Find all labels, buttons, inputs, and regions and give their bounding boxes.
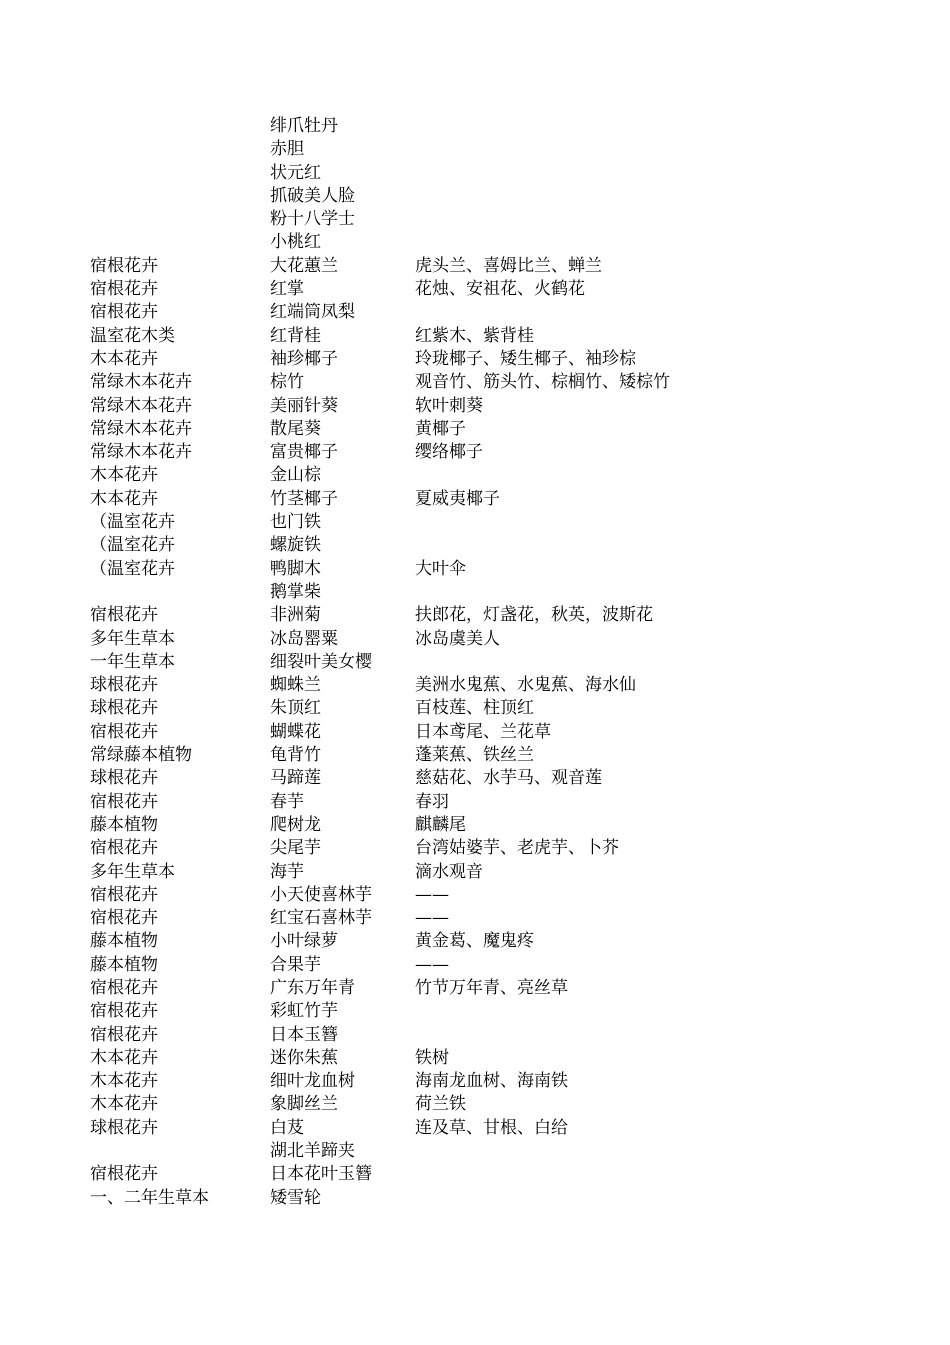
- category-cell: 木本花卉: [90, 1047, 158, 1068]
- table-row: [0, 138, 950, 161]
- table-row: [0, 604, 950, 627]
- table-row: [0, 208, 950, 231]
- category-cell: 一、二年生草本: [90, 1187, 209, 1208]
- plant-name-cell: 抓破美人脸: [270, 185, 355, 206]
- table-row: [0, 791, 950, 814]
- alias-cell: 台湾姑婆芋、老虎芋、卜芥: [415, 838, 619, 859]
- category-cell: 多年生草本: [90, 861, 175, 882]
- plant-name-cell: 红背桂: [270, 325, 321, 346]
- plant-name-cell: 马蹄莲: [270, 768, 321, 789]
- table-row: [0, 930, 950, 953]
- plant-name-cell: 合果芋: [270, 954, 321, 975]
- table-row: [0, 511, 950, 534]
- table-row: [0, 534, 950, 557]
- table-row: [0, 884, 950, 907]
- category-cell: 多年生草本: [90, 628, 175, 649]
- alias-cell: 黄金葛、魔鬼疼: [415, 931, 534, 952]
- plant-name-cell: 小天使喜林芋: [270, 884, 372, 905]
- alias-cell: 美洲水鬼蕉、水鬼蕉、海水仙: [415, 675, 636, 696]
- plant-name-cell: 尖尾芋: [270, 838, 321, 859]
- table-row: [0, 115, 950, 138]
- table-row: [0, 581, 950, 604]
- alias-cell: 连及草、甘根、白给: [415, 1117, 568, 1138]
- table-row: [0, 744, 950, 767]
- category-cell: 宿根花卉: [90, 721, 158, 742]
- category-cell: 宿根花卉: [90, 279, 158, 300]
- plant-name-cell: 红端筒凤梨: [270, 302, 355, 323]
- table-row: [0, 907, 950, 930]
- table-row: [0, 371, 950, 394]
- category-cell: 木本花卉: [90, 488, 158, 509]
- plant-name-cell: 螺旋铁: [270, 535, 321, 556]
- alias-cell: 春羽: [415, 791, 449, 812]
- category-cell: 宿根花卉: [90, 302, 158, 323]
- plant-name-cell: 象脚丝兰: [270, 1094, 338, 1115]
- alias-cell: 日本鸢尾、兰花草: [415, 721, 551, 742]
- alias-cell: 黄椰子: [415, 418, 466, 439]
- alias-cell: 滴水观音: [415, 861, 483, 882]
- category-cell: 一年生草本: [90, 651, 175, 672]
- alias-cell: 海南龙血树、海南铁: [415, 1071, 568, 1092]
- plant-name-cell: 小桃红: [270, 232, 321, 253]
- table-row: [0, 977, 950, 1000]
- category-cell: 木本花卉: [90, 1071, 158, 1092]
- plant-name-cell: 迷你朱蕉: [270, 1047, 338, 1068]
- alias-cell: 冰岛虞美人: [415, 628, 500, 649]
- alias-cell: 扶郎花，灯盏花，秋英，波斯花: [415, 605, 653, 626]
- plant-name-cell: 彩虹竹芋: [270, 1001, 338, 1022]
- category-cell: 球根花卉: [90, 675, 158, 696]
- alias-cell: 铁树: [415, 1047, 449, 1068]
- plant-name-cell: 鸭脚木: [270, 558, 321, 579]
- alias-cell: 玲珑椰子、矮生椰子、袖珍棕: [415, 348, 636, 369]
- table-row: [0, 1070, 950, 1093]
- plant-name-cell: 红宝石喜林芋: [270, 908, 372, 929]
- table-row: [0, 814, 950, 837]
- plant-name-cell: 赤胆: [270, 139, 304, 160]
- category-cell: 宿根花卉: [90, 1164, 158, 1185]
- plant-name-cell: 大花蕙兰: [270, 255, 338, 276]
- category-cell: 常绿木本花卉: [90, 372, 192, 393]
- table-row: [0, 1047, 950, 1070]
- category-cell: 藤本植物: [90, 814, 158, 835]
- table-row: [0, 185, 950, 208]
- table-row: [0, 767, 950, 790]
- table-row: [0, 651, 950, 674]
- category-cell: 木本花卉: [90, 348, 158, 369]
- category-cell: 藤本植物: [90, 954, 158, 975]
- table-row: [0, 721, 950, 744]
- table-row: [0, 325, 950, 348]
- plant-name-cell: 龟背竹: [270, 745, 321, 766]
- plant-name-cell: 细叶龙血树: [270, 1071, 355, 1092]
- category-cell: 球根花卉: [90, 1117, 158, 1138]
- table-row: [0, 301, 950, 324]
- alias-cell: 夏威夷椰子: [415, 488, 500, 509]
- alias-cell: ——: [415, 908, 449, 929]
- plant-name-cell: 富贵椰子: [270, 442, 338, 463]
- category-cell: （温室花卉: [90, 535, 175, 556]
- category-cell: （温室花卉: [90, 558, 175, 579]
- alias-cell: 软叶刺葵: [415, 395, 483, 416]
- table-row: [0, 628, 950, 651]
- plant-name-cell: 广东万年青: [270, 977, 355, 998]
- table-row: [0, 395, 950, 418]
- category-cell: 宿根花卉: [90, 605, 158, 626]
- table-row: [0, 697, 950, 720]
- category-cell: 宿根花卉: [90, 255, 158, 276]
- plant-name-cell: 鹅掌柴: [270, 581, 321, 602]
- plant-name-cell: 蝴蝶花: [270, 721, 321, 742]
- plant-name-cell: 竹茎椰子: [270, 488, 338, 509]
- category-cell: 温室花木类: [90, 325, 175, 346]
- table-row: [0, 954, 950, 977]
- alias-cell: 观音竹、筋头竹、棕榈竹、矮棕竹: [415, 372, 670, 393]
- plant-name-cell: 朱顶红: [270, 698, 321, 719]
- table-row: [0, 1140, 950, 1163]
- table-row: [0, 674, 950, 697]
- alias-cell: 花烛、安祖花、火鹤花: [415, 279, 585, 300]
- plant-name-cell: 袖珍椰子: [270, 348, 338, 369]
- plant-name-cell: 状元红: [270, 162, 321, 183]
- table-row: [0, 441, 950, 464]
- plant-name-cell: 绯爪牡丹: [270, 116, 338, 136]
- plant-name-cell: 棕竹: [270, 372, 304, 393]
- plant-name-cell: 非洲菊: [270, 605, 321, 626]
- plant-name-cell: 日本花叶玉簪: [270, 1164, 372, 1185]
- table-row: [0, 837, 950, 860]
- plant-name-cell: 爬树龙: [270, 814, 321, 835]
- table-row: [0, 348, 950, 371]
- alias-cell: 竹节万年青、亮丝草: [415, 977, 568, 998]
- alias-cell: 百枝莲、柱顶红: [415, 698, 534, 719]
- alias-cell: 大叶伞: [415, 558, 466, 579]
- table-row: [0, 861, 950, 884]
- category-cell: （温室花卉: [90, 512, 175, 533]
- category-cell: 宿根花卉: [90, 908, 158, 929]
- alias-cell: 缨络椰子: [415, 442, 483, 463]
- table-row: [0, 255, 950, 278]
- plant-name-cell: 红掌: [270, 279, 304, 300]
- category-cell: 宿根花卉: [90, 884, 158, 905]
- alias-cell: 慈菇花、水芋马、观音莲: [415, 768, 602, 789]
- table-row: [0, 1024, 950, 1047]
- alias-cell: 麒麟尾: [415, 814, 466, 835]
- alias-cell: 虎头兰、喜姆比兰、蝉兰: [415, 255, 602, 276]
- table-row: [0, 464, 950, 487]
- alias-cell: ——: [415, 954, 449, 975]
- category-cell: 木本花卉: [90, 1094, 158, 1115]
- table-row: [0, 162, 950, 185]
- category-cell: 常绿木本花卉: [90, 442, 192, 463]
- category-cell: 宿根花卉: [90, 791, 158, 812]
- table-row: [0, 488, 950, 511]
- category-cell: 木本花卉: [90, 465, 158, 486]
- category-cell: 宿根花卉: [90, 1001, 158, 1022]
- plant-name-cell: 蜘蛛兰: [270, 675, 321, 696]
- table-row: [0, 558, 950, 581]
- category-cell: 藤本植物: [90, 931, 158, 952]
- plant-name-cell: 美丽针葵: [270, 395, 338, 416]
- table-row: [0, 278, 950, 301]
- table-row: [0, 231, 950, 254]
- table-row: [0, 1093, 950, 1116]
- plant-name-cell: 金山棕: [270, 465, 321, 486]
- plant-name-cell: 冰岛罂粟: [270, 628, 338, 649]
- plant-name-cell: 湖北羊蹄夹: [270, 1141, 355, 1162]
- plant-name-cell: 细裂叶美女樱: [270, 651, 372, 672]
- alias-cell: 蓬莱蕉、铁丝兰: [415, 745, 534, 766]
- table-row: [0, 1187, 950, 1210]
- plant-name-cell: 矮雪轮: [270, 1187, 321, 1208]
- plant-table: [0, 115, 950, 1210]
- alias-cell: 荷兰铁: [415, 1094, 466, 1115]
- plant-name-cell: 海芋: [270, 861, 304, 882]
- plant-name-cell: 春芋: [270, 791, 304, 812]
- plant-name-cell: 日本玉簪: [270, 1024, 338, 1045]
- category-cell: 球根花卉: [90, 698, 158, 719]
- category-cell: 常绿木本花卉: [90, 395, 192, 416]
- plant-name-cell: 散尾葵: [270, 418, 321, 439]
- alias-cell: ——: [415, 884, 449, 905]
- table-row: [0, 418, 950, 441]
- table-row: [0, 1117, 950, 1140]
- category-cell: 宿根花卉: [90, 838, 158, 859]
- plant-name-cell: 也门铁: [270, 512, 321, 533]
- category-cell: 宿根花卉: [90, 977, 158, 998]
- category-cell: 宿根花卉: [90, 1024, 158, 1045]
- plant-name-cell: 粉十八学士: [270, 209, 355, 230]
- category-cell: 常绿藤本植物: [90, 745, 192, 766]
- plant-name-cell: 小叶绿萝: [270, 931, 338, 952]
- category-cell: 常绿木本花卉: [90, 418, 192, 439]
- table-row: [0, 1163, 950, 1186]
- plant-name-cell: 白芨: [270, 1117, 304, 1138]
- category-cell: 球根花卉: [90, 768, 158, 789]
- alias-cell: 红紫木、紫背桂: [415, 325, 534, 346]
- table-row: [0, 1000, 950, 1023]
